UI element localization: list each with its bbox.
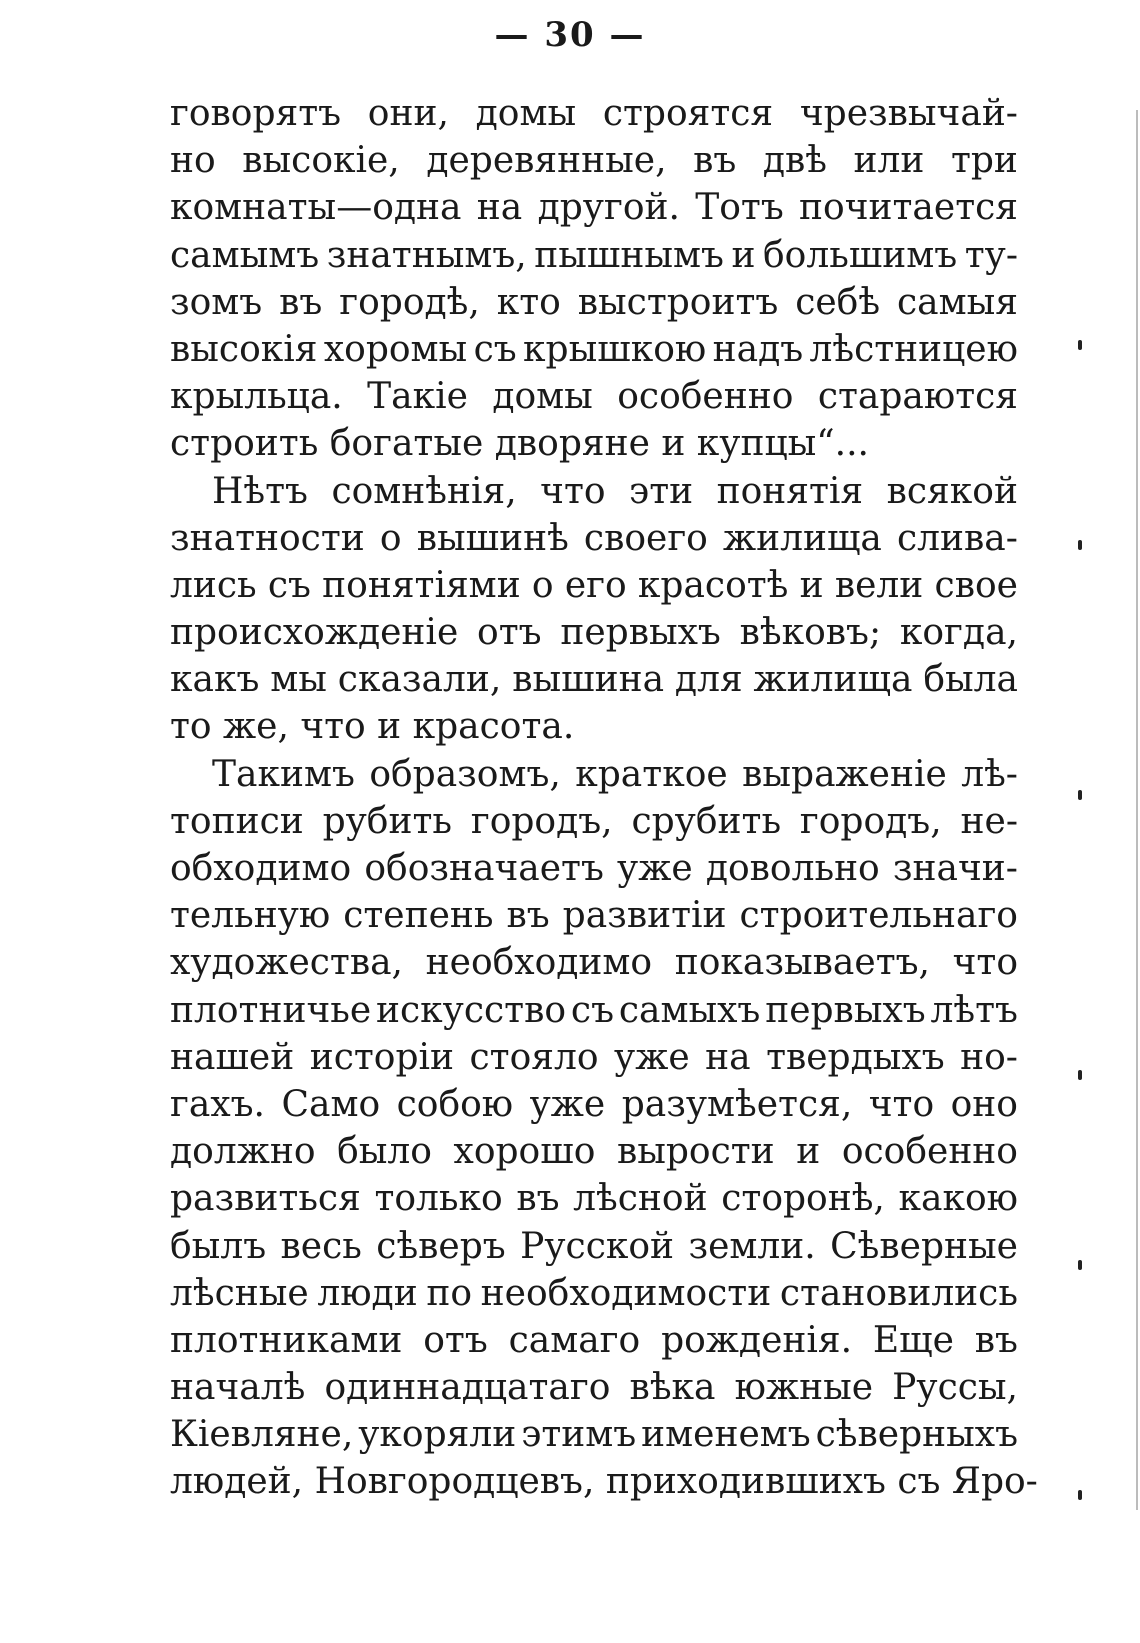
text-line: но высокіе, деревянные, въ двѣ или три bbox=[170, 140, 1018, 182]
margin-speck bbox=[1078, 1260, 1082, 1270]
text-line: развиться только въ лѣсной сторонѣ, какою bbox=[170, 1178, 1018, 1220]
page-number: — 30 — bbox=[494, 15, 646, 55]
text-line: Такимъ образомъ, краткое выраженіе лѣ- bbox=[212, 753, 1018, 795]
text-line: людей, Новгородцевъ, приходившихъ съ Яро- bbox=[170, 1461, 1038, 1503]
text-line: должно было хорошо вырости и особенно bbox=[170, 1131, 1018, 1173]
text-line: лись съ понятіями о его красотѣ и вели свое bbox=[170, 564, 1018, 606]
text-line: Нѣтъ сомнѣнія, что эти понятія всякой bbox=[212, 470, 1018, 512]
page-edge-rule bbox=[1136, 110, 1138, 1510]
text-line: высокія хоромы съ крышкою надъ лѣстницею bbox=[170, 328, 1018, 370]
text-line: крыльца. Такіе домы особенно стараются bbox=[170, 376, 1018, 418]
text-line: художества, необходимо показываетъ, что bbox=[170, 942, 1018, 984]
text-line: гахъ. Само собою уже разумѣется, что оно bbox=[170, 1083, 1018, 1125]
text-line: плотничье искусство съ самыхъ первыхъ лѣтъ bbox=[170, 989, 1018, 1031]
text-line: строить богатые дворяне и купцы“... bbox=[170, 423, 869, 465]
text-line: тельную степень въ развитіи строительнаго bbox=[170, 895, 1018, 937]
text-line: тописи рубить городъ, срубить городъ, не- bbox=[170, 800, 1018, 842]
margin-speck bbox=[1078, 790, 1082, 800]
text-line: зомъ въ городѣ, кто выстроитъ себѣ самыя bbox=[170, 281, 1018, 323]
margin-speck bbox=[1078, 1490, 1082, 1500]
text-line: говорятъ они, домы строятся чрезвычай- bbox=[170, 93, 1018, 134]
text-line: лѣсные люди по необходимости становились bbox=[170, 1272, 1018, 1314]
text-line: обходимо обозначаетъ уже довольно значи- bbox=[170, 848, 1018, 889]
text-line: былъ весь сѣверъ Русской земли. Сѣверные bbox=[170, 1225, 1018, 1267]
body-text bbox=[170, 90, 1038, 1506]
text-line: плотниками отъ самаго рожденія. Еще въ bbox=[170, 1319, 1018, 1361]
margin-speck bbox=[1078, 340, 1082, 350]
text-line: самымъ знатнымъ, пышнымъ и большимъ ту- bbox=[170, 234, 1018, 276]
text-line: какъ мы сказали, вышина для жилища была bbox=[170, 659, 1018, 701]
margin-speck bbox=[1078, 1070, 1082, 1080]
text-line: знатности о вышинѣ своего жилища слива- bbox=[170, 517, 1018, 559]
text-line: нашей исторіи стояло уже на твердыхъ но- bbox=[170, 1036, 1018, 1078]
text-line: Кіевляне, укоряли этимъ именемъ сѣверныхъ bbox=[170, 1414, 1018, 1456]
text-line: началѣ одиннадцатаго вѣка южные Руссы, bbox=[170, 1367, 1018, 1409]
text-line: происхожденіе отъ первыхъ вѣковъ; когда, bbox=[170, 612, 1018, 654]
text-line: комнаты—одна на другой. Тотъ почитается bbox=[170, 187, 1018, 229]
margin-speck bbox=[1078, 540, 1082, 550]
text-line: то же, что и красота. bbox=[170, 706, 575, 748]
